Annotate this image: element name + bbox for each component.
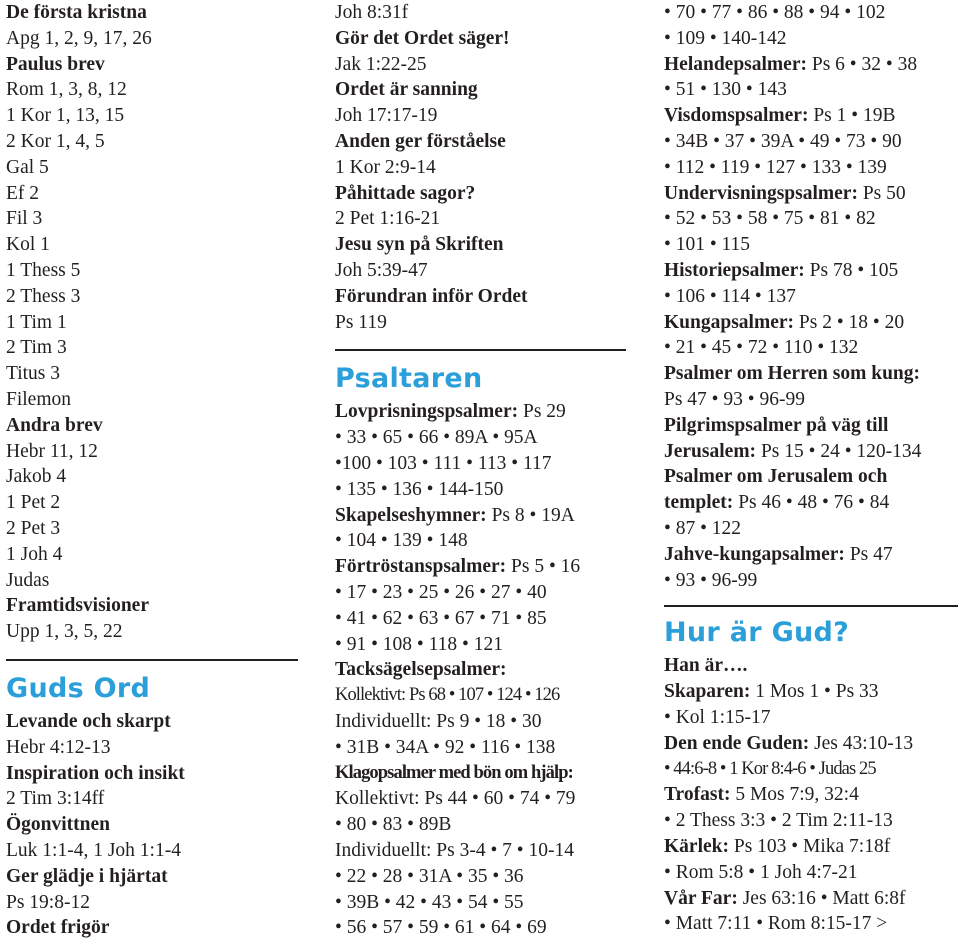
line-text: Jes 63:16 • Matt 6:8f: [737, 887, 906, 909]
section-heading-hur-ar-gud: Hur är Gud?: [664, 617, 850, 649]
entry-reference: 2 Kor 1, 4, 5: [6, 130, 105, 152]
entry-reference: 2 Thess 3: [6, 285, 81, 307]
text-line: [664, 52, 960, 78]
line-text: Individuellt: Ps 9 • 18 • 30: [335, 710, 542, 732]
line-text: • 80 • 83 • 89B: [335, 814, 452, 836]
line-label: Han är….: [664, 655, 748, 677]
entry-reference: 2 Tim 3:14ff: [6, 788, 105, 810]
text-line: [335, 425, 630, 451]
text-line: [664, 103, 960, 129]
text-line: [664, 439, 960, 465]
entry-reference: 1 Tim 1: [6, 311, 67, 333]
line-text: • 41 • 62 • 63 • 67 • 71 • 85: [335, 607, 547, 629]
line-text: • 51 • 130 • 143: [664, 79, 787, 101]
entry-reference: Joh 17:17-19: [335, 105, 438, 127]
column-1-list-a: [6, 0, 302, 645]
entry-title: Ögonvittnen: [6, 814, 111, 836]
text-line: [335, 451, 630, 477]
column-2-list-a: [335, 0, 630, 335]
line-label: Förtröstanspsalmer:: [335, 556, 507, 578]
line-label: Undervisningspsalmer:: [664, 182, 858, 204]
text-line: [664, 542, 960, 568]
entry-title: Ordet är sanning: [335, 79, 478, 101]
text-line: [664, 705, 960, 731]
line-text: • Kol 1:15-17: [664, 706, 771, 728]
line-label: Tacksägelsepsalmer:: [335, 659, 507, 681]
line-text: • 135 • 136 • 144-150: [335, 478, 504, 500]
line-label: Jahve-kungapsalmer:: [664, 543, 845, 565]
entry-title: Anden ger förståelse: [335, 130, 506, 152]
text-line: [664, 808, 960, 834]
entry-title: Inspiration och insikt: [6, 762, 185, 784]
line-text: • 104 • 139 • 148: [335, 530, 468, 552]
column-2: [335, 0, 630, 941]
text-line: [335, 657, 630, 683]
entry-title: Jesu syn på Skriften: [335, 234, 504, 256]
entry-reference: Hebr 11, 12: [6, 440, 98, 462]
line-label: Den ende Guden:: [664, 732, 810, 754]
line-text: Ps 6 • 32 • 38: [806, 53, 918, 75]
line-text: • 31B • 34A • 92 • 116 • 138: [335, 736, 556, 758]
entry-reference: Ef 2: [6, 182, 40, 204]
line-text: Kollektivt: Ps 68 • 107 • 124 • 126: [335, 685, 560, 706]
line-label: Pilgrimspsalmer på väg till: [664, 414, 889, 436]
line-text: Ps 29: [518, 401, 566, 423]
entry-title: Framtidsvisioner: [6, 595, 149, 617]
line-text: • 112 • 119 • 127 • 133 • 139: [664, 156, 887, 178]
entry-reference: Luk 1:1-4, 1 Joh 1:1-4: [6, 839, 181, 861]
line-text: • 21 • 45 • 72 • 110 • 132: [664, 337, 859, 359]
entry-reference: 2 Pet 3: [6, 517, 61, 539]
line-text: • 93 • 96-99: [664, 569, 758, 591]
line-text: Ps 1 • 19B: [808, 105, 896, 127]
line-text: 1 Mos 1 • Ps 33: [750, 681, 879, 703]
line-label: templet:: [664, 492, 734, 514]
line-text: • 33 • 65 • 66 • 89A • 95A: [335, 427, 538, 449]
text-line: [664, 490, 960, 516]
text-line: [335, 606, 630, 632]
line-label: Skapelseshymner:: [335, 504, 487, 526]
line-text: • 2 Thess 3:3 • 2 Tim 2:11-13: [664, 810, 893, 832]
line-text: Ps 47 • 93 • 96-99: [664, 388, 805, 410]
text-line: [335, 399, 630, 425]
text-line: [335, 890, 630, 916]
column-2-list-b: [335, 399, 630, 941]
entry-reference: 2 Tim 3: [6, 337, 67, 359]
entry-title: Påhittade sagor?: [335, 182, 476, 204]
line-label: Klagopsalmer med bön om hjälp:: [335, 762, 573, 783]
entry-title: De första kristna: [6, 2, 147, 23]
line-text: • 52 • 53 • 58 • 75 • 81 • 82: [664, 208, 876, 230]
entry-reference: Apg 1, 2, 9, 17, 26: [6, 27, 152, 49]
text-line: [664, 757, 960, 783]
entry-reference: Kol 1: [6, 234, 50, 256]
line-label: Helandepsalmer:: [664, 53, 807, 75]
entry-title: Levande och skarpt: [6, 710, 171, 732]
line-text: Ps 5 • 16: [506, 556, 581, 578]
entry-title: Ordet frigör: [6, 917, 110, 939]
line-label: Kärlek:: [664, 835, 729, 857]
line-text: • 22 • 28 • 31A • 35 • 36: [335, 865, 524, 887]
entry-reference: 1 Pet 2: [6, 492, 61, 514]
text-line: [664, 232, 960, 258]
text-line: [335, 580, 630, 606]
line-label: Trofast:: [664, 784, 731, 806]
text-line: [664, 258, 960, 284]
text-line: [664, 782, 960, 808]
entry-reference: Fil 3: [6, 208, 43, 230]
line-text: • 34B • 37 • 39A • 49 • 73 • 90: [664, 130, 902, 152]
line-text: • 70 • 77 • 86 • 88 • 94 • 102: [664, 2, 886, 23]
line-text: • 101 • 115: [664, 234, 751, 256]
column-3-list-a: [664, 0, 960, 593]
line-text: • 39B • 42 • 43 • 54 • 55: [335, 891, 524, 913]
text-line: [664, 361, 960, 387]
line-text: Kollektivt: Ps 44 • 60 • 74 • 79: [335, 788, 576, 810]
line-text: Ps 103 • Mika 7:18f: [728, 835, 891, 857]
section-divider: [664, 605, 958, 607]
text-line: [664, 731, 960, 757]
line-text: Ps 2 • 18 • 20: [794, 311, 905, 333]
text-line: [664, 413, 960, 439]
entry-title: Paulus brev: [6, 53, 105, 75]
text-line: [664, 77, 960, 103]
text-line: [335, 864, 630, 890]
text-line: [335, 683, 630, 709]
line-text: Individuellt: Ps 3-4 • 7 • 10-14: [335, 839, 574, 861]
text-line: [664, 911, 960, 937]
text-line: [335, 812, 630, 838]
text-line: [335, 761, 630, 787]
entry-reference: Joh 8:31f: [335, 2, 409, 23]
text-line: [664, 129, 960, 155]
text-line: [664, 206, 960, 232]
column-1-list-b: [6, 709, 302, 941]
entry-reference: 1 Kor 1, 13, 15: [6, 105, 125, 127]
line-text: • 91 • 108 • 118 • 121: [335, 633, 503, 655]
line-text: • 109 • 140-142: [664, 27, 787, 49]
text-line: [664, 568, 960, 594]
text-line: [664, 0, 960, 26]
line-text: Jes 43:10-13: [809, 732, 914, 754]
text-line: [664, 679, 960, 705]
line-text: • 44:6-8 • 1 Kor 8:4-6 • Judas 25: [664, 758, 876, 779]
column-3-list-b: [664, 653, 960, 937]
line-text: Ps 46 • 48 • 76 • 84: [733, 492, 890, 514]
column-3: [664, 0, 960, 937]
entry-reference: Ps 19:8-12: [6, 891, 90, 913]
line-text: • Matt 7:11 • Rom 8:15-17 >: [664, 913, 888, 935]
text-line: [664, 26, 960, 52]
text-line: [335, 632, 630, 658]
entry-reference: Ps 119: [335, 311, 387, 333]
line-label: Lovprisningspsalmer:: [335, 401, 519, 423]
section-heading-psaltaren: Psaltaren: [335, 363, 483, 395]
entry-reference: 2 Pet 1:16-21: [335, 208, 441, 230]
line-text: Ps 8 • 19A: [486, 504, 575, 526]
text-line: [664, 834, 960, 860]
text-line: [335, 554, 630, 580]
line-label: Historiepsalmer:: [664, 259, 805, 281]
entry-reference: Gal 5: [6, 156, 49, 178]
entry-title: Andra brev: [6, 414, 103, 436]
section-divider: [335, 349, 626, 351]
line-label: Visdomspsalmer:: [664, 105, 809, 127]
entry-reference: 1 Thess 5: [6, 259, 81, 281]
line-label: Psalmer om Jerusalem och: [664, 466, 888, 488]
entry-title: Förundran inför Ordet: [335, 285, 528, 307]
text-line: [335, 477, 630, 503]
line-text: • 87 • 122: [664, 517, 742, 539]
line-text: Ps 78 • 105: [804, 259, 899, 281]
line-text: Ps 50: [857, 182, 906, 204]
entry-reference: Jak 1:22-25: [335, 53, 427, 75]
line-text: • Rom 5:8 • 1 Joh 4:7-21: [664, 861, 858, 883]
entry-title: Gör det Ordet säger!: [335, 27, 510, 49]
line-label: Skaparen:: [664, 681, 751, 703]
entry-title: Ger glädje i hjärtat: [6, 865, 168, 887]
text-line: [335, 838, 630, 864]
line-text: • 106 • 114 • 137: [664, 285, 796, 307]
text-line: [335, 786, 630, 812]
line-label: Jerusalem:: [664, 440, 757, 462]
section-heading-guds-ord: Guds Ord: [6, 672, 151, 704]
text-line: [335, 528, 630, 554]
entry-reference: 1 Joh 4: [6, 543, 63, 565]
text-line: [664, 516, 960, 542]
text-line: [664, 181, 960, 207]
entry-reference: Rom 1, 3, 8, 12: [6, 79, 127, 101]
line-label: Kungapsalmer:: [664, 311, 795, 333]
entry-reference: Titus 3: [6, 363, 61, 385]
entry-reference: Hebr 4:12-13: [6, 736, 111, 758]
entry-reference: Judas: [6, 569, 50, 591]
text-line: [664, 860, 960, 886]
line-text: • 17 • 23 • 25 • 26 • 27 • 40: [335, 581, 547, 603]
text-line: [664, 310, 960, 336]
text-line: [335, 915, 630, 941]
text-line: [664, 464, 960, 490]
entry-reference: Upp 1, 3, 5, 22: [6, 621, 123, 643]
line-text: •100 • 103 • 111 • 113 • 117: [335, 452, 552, 474]
text-line: [664, 155, 960, 181]
line-text: Ps 47: [844, 543, 893, 565]
text-line: [664, 284, 960, 310]
text-line: [664, 886, 960, 912]
text-line: [664, 387, 960, 413]
text-line: [664, 335, 960, 361]
section-divider: [6, 659, 298, 661]
line-text: Ps 15 • 24 • 120-134: [756, 440, 922, 462]
text-line: [664, 653, 960, 679]
line-text: • 56 • 57 • 59 • 61 • 64 • 69: [335, 917, 547, 939]
entry-reference: Filemon: [6, 388, 72, 410]
entry-reference: Jakob 4: [6, 466, 67, 488]
entry-reference: 1 Kor 2:9-14: [335, 156, 436, 178]
entry-reference: Joh 5:39-47: [335, 259, 428, 281]
text-line: [335, 503, 630, 529]
line-label: Psalmer om Herren som kung:: [664, 363, 921, 385]
column-1: [6, 0, 302, 941]
text-line: [335, 709, 630, 735]
text-line: [335, 735, 630, 761]
line-text: 5 Mos 7:9, 32:4: [730, 784, 859, 806]
line-label: Vår Far:: [664, 887, 738, 909]
